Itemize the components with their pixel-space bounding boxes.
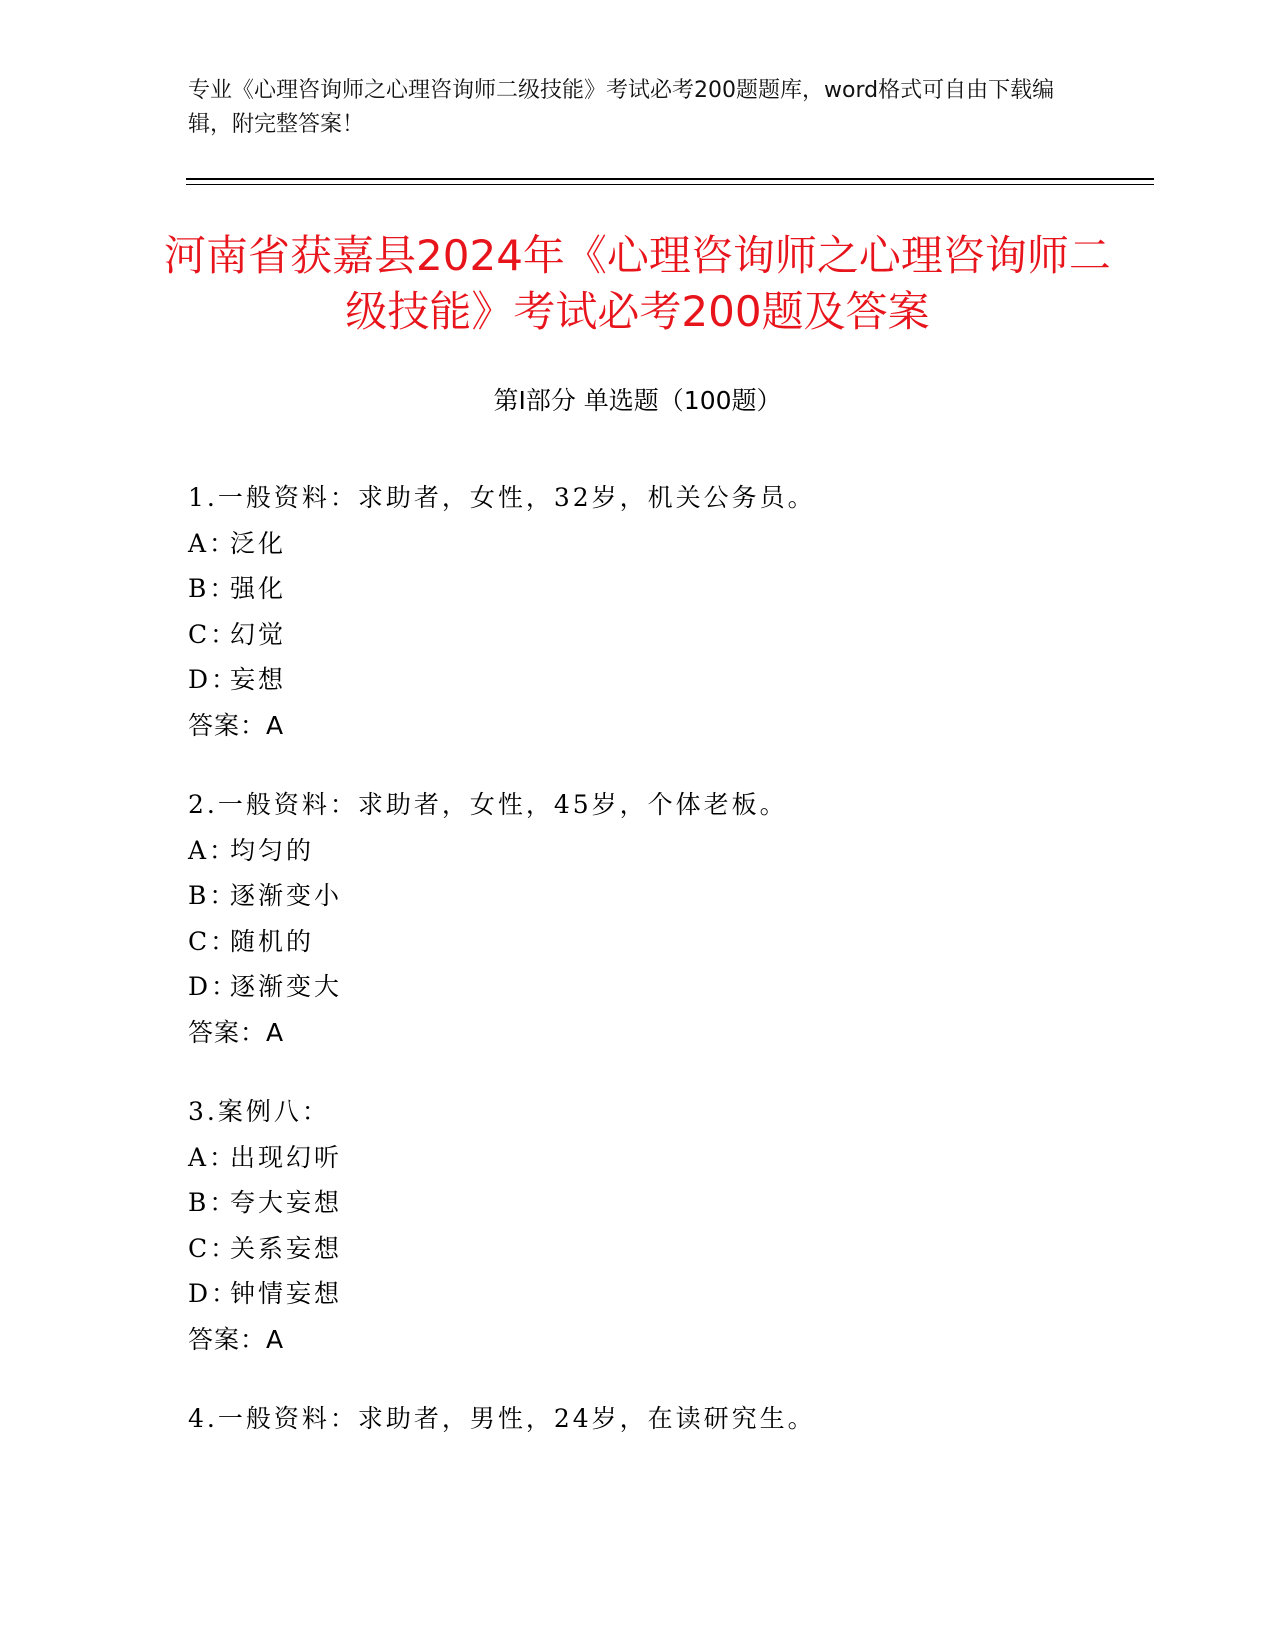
option-text: 关系妄想 — [230, 1233, 343, 1263]
option-d — [188, 964, 1128, 1010]
answer-line: 答案：A — [188, 1324, 285, 1354]
option-c — [188, 919, 1128, 965]
option-key: C： — [188, 1233, 239, 1263]
question-stem: 1.一般资料：求助者，女性，32岁，机关公务员。 — [188, 483, 816, 512]
option-c — [188, 1226, 1128, 1272]
header-divider-thick — [186, 178, 1154, 180]
option-d — [188, 657, 1128, 703]
question-stem: 3.案例八： — [188, 1097, 330, 1126]
option-text: 出现幻听 — [230, 1142, 343, 1172]
answer-line: 答案：A — [188, 1017, 285, 1047]
option-key: C： — [188, 926, 239, 956]
option-c — [188, 612, 1128, 658]
option-key: D： — [188, 972, 240, 1001]
option-a — [188, 828, 1128, 874]
option-a — [188, 1135, 1128, 1181]
option-text: 逐渐变大 — [230, 972, 343, 1001]
option-text: 强化 — [230, 574, 287, 603]
section-title: 第Ⅰ部分 单选题（100题） — [493, 386, 782, 415]
option-text: 妄想 — [230, 665, 287, 694]
option-b — [188, 566, 1128, 612]
option-b — [188, 873, 1128, 919]
question-list — [188, 475, 1128, 1476]
option-key: A： — [188, 1142, 238, 1172]
question-1 — [188, 475, 1128, 748]
option-text: 随机的 — [230, 926, 315, 956]
option-key: D： — [188, 665, 240, 694]
question-3 — [188, 1089, 1128, 1362]
option-key: D： — [188, 1279, 240, 1308]
option-key: B： — [188, 574, 238, 603]
option-b — [188, 1180, 1128, 1226]
option-key: B： — [188, 1188, 238, 1217]
option-key: B： — [188, 881, 238, 910]
question-2 — [188, 782, 1128, 1055]
option-a — [188, 521, 1128, 567]
answer-line: 答案：A — [188, 710, 285, 740]
header-divider-thin — [186, 184, 1154, 185]
option-text: 钟情妄想 — [230, 1279, 343, 1308]
option-key: C： — [188, 619, 239, 649]
option-key: A： — [188, 835, 238, 865]
document-title: 河南省获嘉县2024年《心理咨询师之心理咨询师二级技能》考试必考200题及答案 — [164, 231, 1111, 336]
option-key: A： — [188, 528, 238, 558]
option-text: 泛化 — [230, 528, 287, 558]
header-note: 专业《心理咨询师之心理咨询师二级技能》考试必考200题题库，word格式可自由下载编辑，附完整答案！ — [188, 78, 1055, 137]
question-stem: 4.一般资料：求助者，男性，24岁，在读研究生。 — [188, 1404, 816, 1433]
option-text: 夸大妄想 — [230, 1188, 343, 1217]
question-4 — [188, 1396, 1128, 1442]
option-text: 幻觉 — [230, 619, 287, 649]
option-d — [188, 1271, 1128, 1317]
option-text: 逐渐变小 — [230, 881, 343, 910]
option-text: 均匀的 — [230, 835, 315, 865]
question-stem: 2.一般资料：求助者，女性，45岁，个体老板。 — [188, 790, 788, 819]
